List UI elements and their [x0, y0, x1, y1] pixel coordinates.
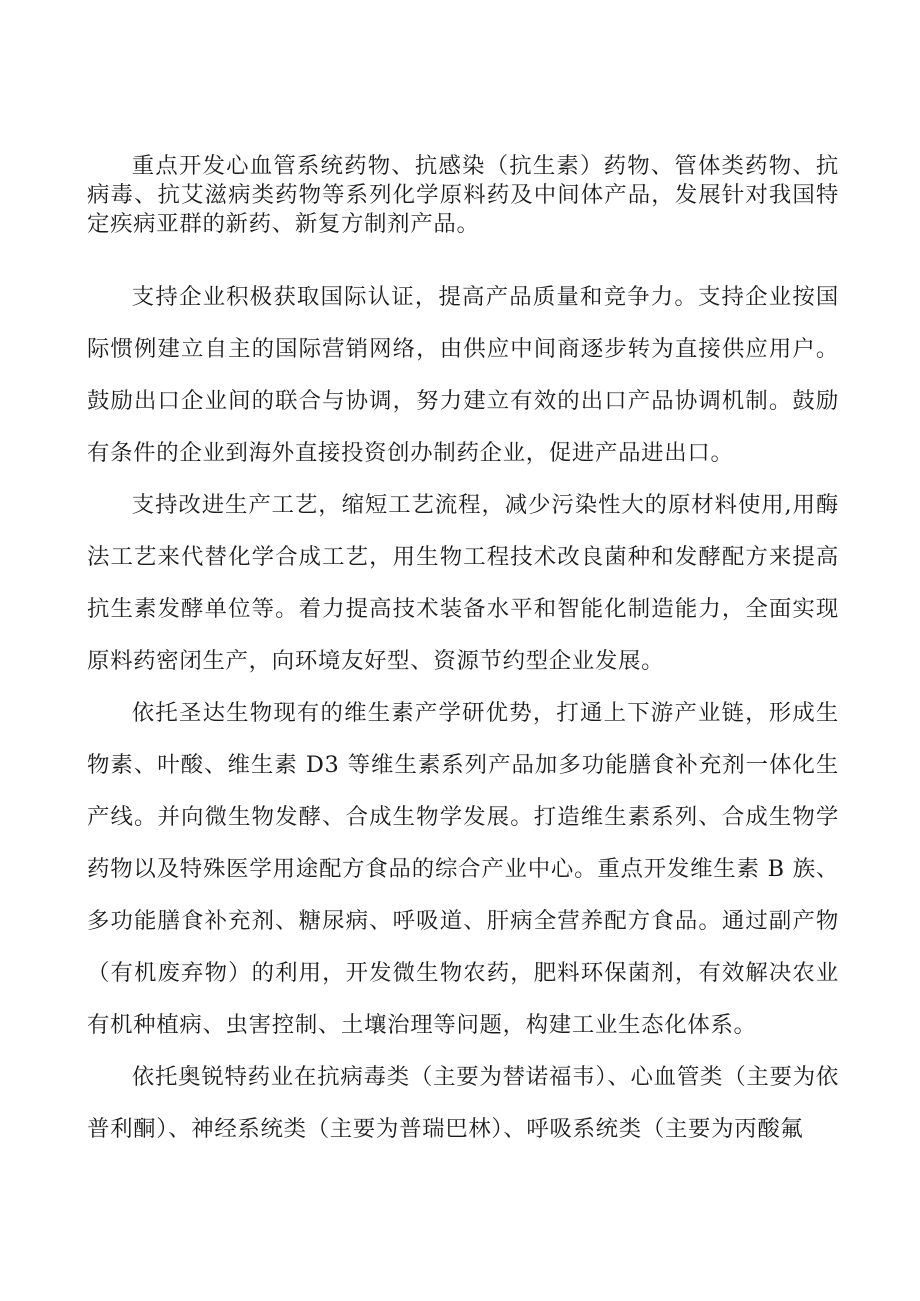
paragraph-vitamin-industry: 依托圣达生物现有的维生素产学研优势，打通上下游产业链，形成生物素、叶酸、维生素 D3 等维生素系列产品加多功能膳食补充剂一体化生产线。并向微生物发酵、合成生物学发展。打造维生素系列、合成生物学药物以及特殊医学用途配方食品的综合产业中心。重点开发维生素 B 族、多功能膳食补充剂、糖尿病、呼吸道、肝病全营养配方食品。通过副产物（有机废弃物）的利用，开发微生物农药，肥料环保菌剂，有效解决农业有机种植病、虫害控制、土壤治理等问题，构建工业生态化体系。: [87, 700, 839, 1038]
paragraph-process-improvement: 支持改进生产工艺，缩短工艺流程，减少污染性大的原材料使用,用酶法工艺来代替化学合成工艺，用生物工程技术改良菌种和发酵配方来提高抗生素发酵单位等。着力提高技术装备水平和智能化制造能力，全面实现原料药密闭生产，向环境友好型、资源节约型企业发展。: [87, 492, 839, 674]
paragraph-aoruite-pharma: 依托奥锐特药业在抗病毒类（主要为替诺福韦）、心血管类（主要为依普利酮）、神经系统类（主要为普瑞巴林）、呼吸系统类（主要为丙酸氟: [87, 1064, 839, 1142]
paragraph-chemical-drugs: 重点开发心血管系统药物、抗感染（抗生素）药物、管体类药物、抗病毒、抗艾滋病类药物等系列化学原料药及中间体产品，发展针对我国特定疾病亚群的新药、新复方制剂产品。: [87, 153, 839, 237]
document-body: [87, 152, 839, 1155]
paragraph-international-certification: 支持企业积极获取国际认证，提高产品质量和竞争力。支持企业按国际惯例建立自主的国际营销网络，由供应中间商逐步转为直接供应用户。鼓励出口企业间的联合与协调，努力建立有效的出口产品协调机制。鼓励有条件的企业到海外直接投资创办制药企业，促进产品进出口。: [87, 284, 839, 466]
